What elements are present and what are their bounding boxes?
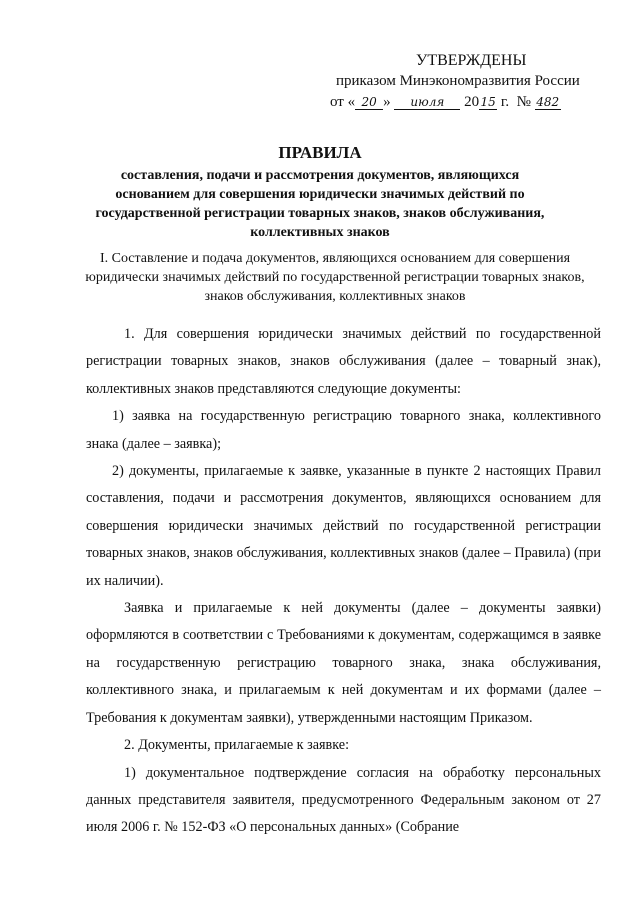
document-body (86, 321, 601, 842)
approval-order: приказом Минэкономразвития России (336, 73, 580, 89)
paragraph: Заявка и прилагаемые к ней документы (далее – документы заявки) оформляются в соответствии с Требованиями к документам, содержащимся в заявке на государственную регистрацию товарного знака, знака обслуживания, коллективного знака, и прилагаемым к ней документам и их формами (далее – Требования к документам заявки), утвержденными настоящим Приказом. (86, 600, 601, 726)
approval-date-line (330, 92, 620, 113)
handwritten-number: 482 (536, 95, 560, 109)
date-prefix: от « (330, 94, 356, 110)
handwritten-month: июля (394, 95, 460, 110)
paragraph: 1) заявка на государственную регистрацию товарного знака, коллективного знака (далее – заявка); (86, 408, 601, 452)
document-title: ПРАВИЛА (278, 143, 362, 162)
year-g: г. (500, 94, 510, 110)
paragraph: 1. Для совершения юридически значимых действий по государственной регистрации товарных знаков, знаков обслуживания (далее – товарный знак), коллективных знаков представляются следующие документы: (86, 326, 601, 397)
approval-stamp (330, 50, 620, 113)
approval-heading: УТВЕРЖДЕНЫ (416, 52, 527, 69)
year-prefix: 20 (464, 94, 480, 110)
section-heading: I. Составление и подача документов, являющихся основанием для совершения юридически значимых действий по государственной регистрации товарных знаков, знаков обслуживания, коллективных знаков (85, 251, 585, 304)
paragraph: 2) документы, прилагаемые к заявке, указанные в пункте 2 настоящих Правил составления, подачи и рассмотрения документов, являющихся основанием для совершения юридически значимых действий по государственной регистрации товарных знаков, знаков обслуживания, коллективных знаков (далее – Правила) (при их наличии). (86, 463, 601, 589)
handwritten-year: 15 (480, 95, 496, 109)
paragraph: 2. Документы, прилагаемые к заявке: (124, 737, 350, 754)
handwritten-day: 20 (355, 95, 383, 110)
paragraph: 1) документальное подтверждение согласия на обработку персональных данных представителя заявителя, предусмотренного Федеральным законом от 27 июля 2006 г. № 152-ФЗ «О персональных данных» (Собрание (86, 764, 601, 836)
date-mid: » (383, 94, 391, 110)
number-prefix: № (516, 94, 531, 110)
document-subtitle: составления, подачи и рассмотрения документов, являющихся основанием для совершения юридически значимых действий по государственной регистрации товарных знаков, знаков обслуживания, коллективных знаков (95, 168, 545, 240)
